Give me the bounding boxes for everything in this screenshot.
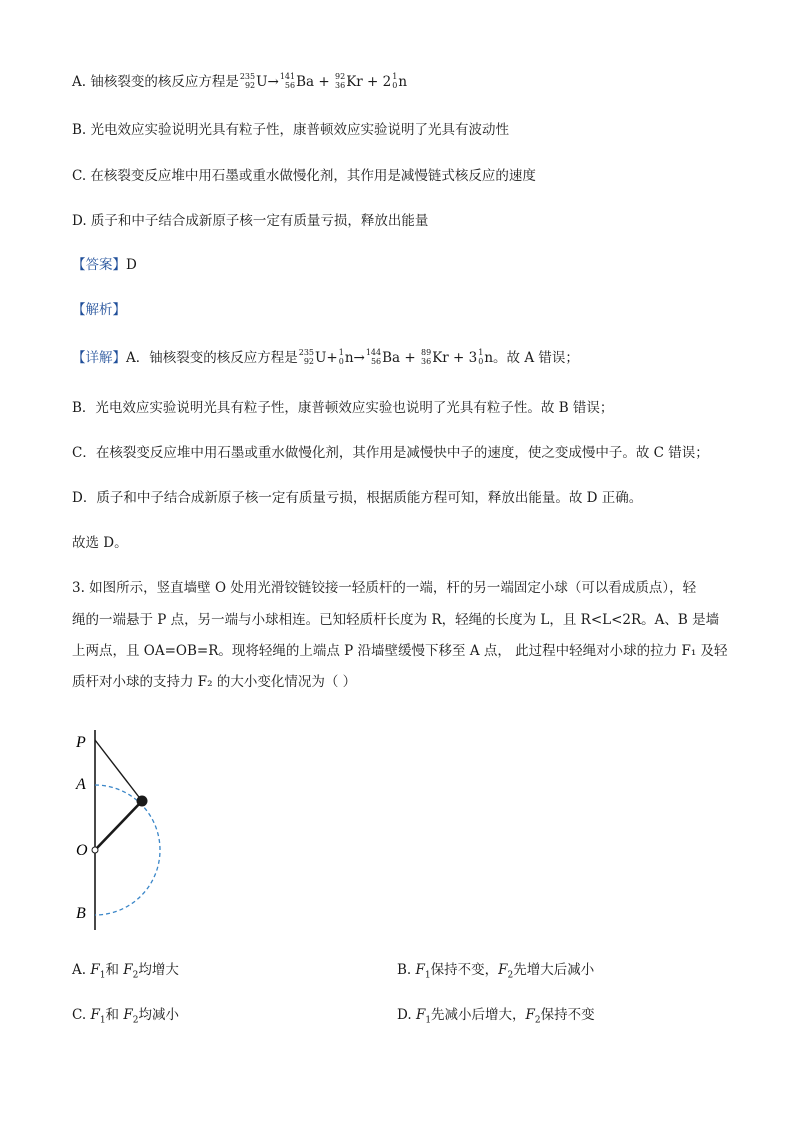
- answer-line: [72, 255, 137, 275]
- q2-option-c: C. 在核裂变反应堆中用石墨或重水做慢化剂，其作用是减慢链式核反应的速度: [72, 168, 536, 184]
- detail-c: C．在核裂变反应堆中用石墨或重水做慢化剂，其作用是减慢快中子的速度，使之变成慢中子。故 C 错误；: [72, 445, 709, 461]
- choice-c[interactable]: C. $F_1$和 $F_2$均减小: [72, 1007, 179, 1026]
- q3-stem-line-4: 质杆对小球的支持力 F₂ 的大小变化情况为（ ）: [72, 674, 357, 690]
- q2-option-b: B. 光电效应实验说明光具有粒子性，康普顿效应实验说明了光具有波动性: [72, 122, 510, 138]
- label-p: P: [76, 734, 86, 751]
- answer-value: D: [126, 257, 137, 273]
- label-b: B: [76, 905, 86, 922]
- rod-line: [95, 801, 142, 850]
- neutron-nuclide: 1 0 n: [392, 71, 408, 90]
- label-a: A: [76, 776, 86, 793]
- detail-a: 【详解】A．铀核裂变的核反应方程是 235 92 U+ 1 0 n→ 144 56 Ba + 89 36 Kr + 3 1 0 n。故 A 错误；: [72, 347, 579, 366]
- q3-stem-line-2: 绳的一端悬于 P 点，另一端与小球相连。已知轻质杆长度为 R，轻绳的长度为 L，且 R<L<2R。A、B 是墙: [72, 612, 720, 628]
- wall-rod-diagram: [70, 725, 180, 935]
- detail-tag: 【详解】: [72, 350, 126, 366]
- q2-option-a: A. 铀核裂变的核反应方程是 235 92 U→ 141 56 Ba + 92 36 Kr + 2 1 0 n: [72, 71, 408, 90]
- barium-nuclide: 144 56 Ba: [365, 347, 401, 366]
- barium-nuclide: 141 56 Ba: [279, 71, 315, 90]
- uranium-nuclide: 235 92 U+: [298, 347, 338, 366]
- neutron-nuclide: 1 0 n→: [338, 347, 365, 366]
- q3-stem-line-3: 上两点，且 OA=OB=R。现将轻绳的上端点 P 沿墙壁缓慢下移至 A 点， 此过程中轻绳对小球的拉力 F₁ 及轻: [72, 643, 728, 659]
- q3-stem-line-1: 3. 如图所示，竖直墙壁 O 处用光滑铰链铰接一轻质杆的一端，杆的另一端固定小球（可以看成质点），轻: [72, 580, 697, 596]
- choice-d[interactable]: D. $F_1$先减小后增大，$F_2$保持不变: [397, 1007, 595, 1026]
- hinge-o: [92, 847, 98, 853]
- ball: [137, 796, 148, 807]
- detail-d: D．质子和中子结合成新原子核一定有质量亏损，根据质能方程可知，释放出能量。故 D 正确。: [72, 490, 643, 506]
- analysis-tag: 【解析】: [72, 302, 126, 318]
- answer-tag: 【答案】: [72, 257, 126, 273]
- q2-option-d: D. 质子和中子结合成新原子核一定有质量亏损，释放出能量: [72, 213, 429, 229]
- detail-b: B．光电效应实验说明光具有粒子性，康普顿效应实验也说明了光具有粒子性。故 B 错误；: [72, 400, 614, 416]
- neutron-nuclide: 1 0 n。: [478, 347, 507, 366]
- choice-b[interactable]: B. $F_1$保持不变，$F_2$先增大后减小: [397, 962, 595, 981]
- choice-a[interactable]: A. $F_1$和 $F_2$均增大: [72, 962, 179, 981]
- krypton-nuclide: 89 36 Kr: [421, 347, 449, 366]
- conclusion: 故选 D。: [72, 535, 128, 551]
- uranium-nuclide: 235 92 U: [239, 71, 268, 90]
- label-o: O: [76, 842, 88, 859]
- rope-line: [95, 740, 142, 801]
- krypton-nuclide: 92 36 Kr: [335, 71, 363, 90]
- dashed-circle-arc: [95, 785, 160, 915]
